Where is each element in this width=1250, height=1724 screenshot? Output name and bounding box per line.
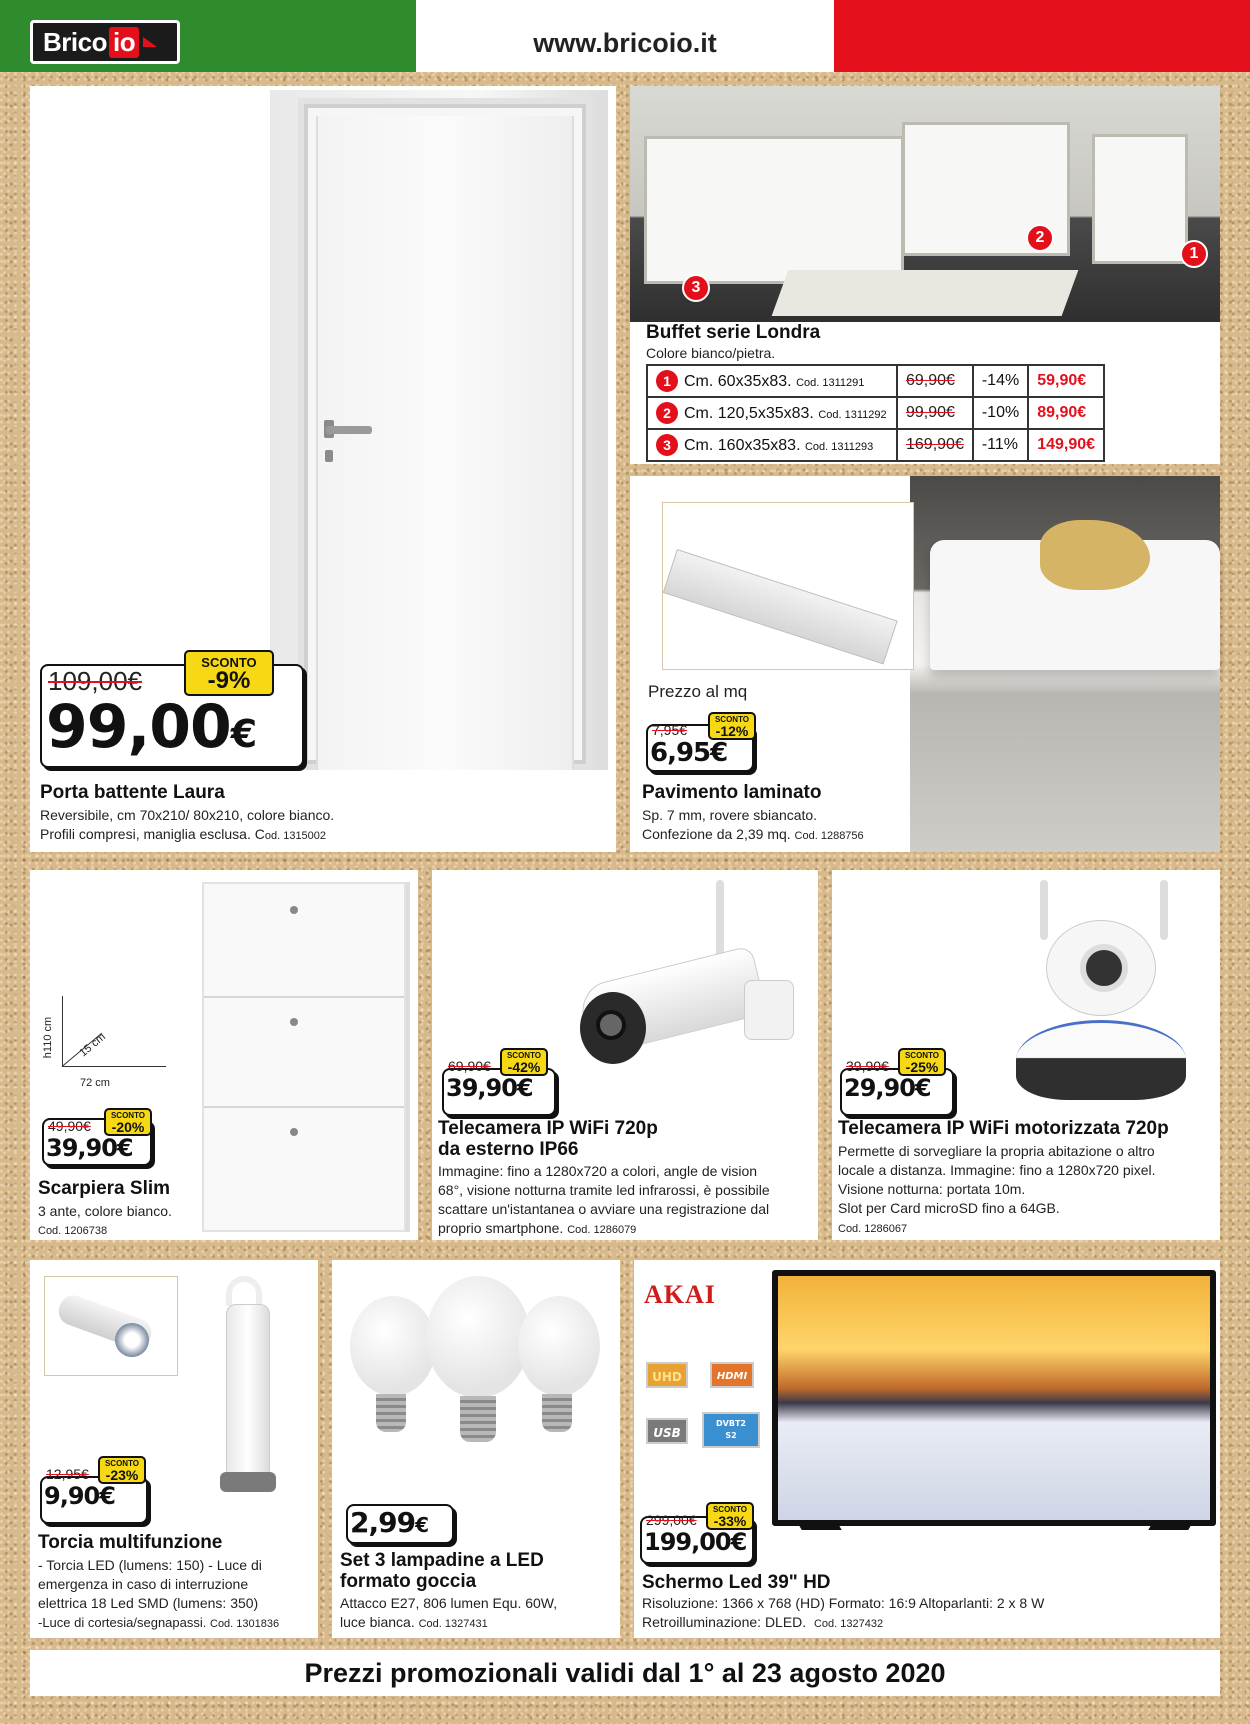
buffet-tag-3: 3	[682, 274, 710, 302]
feature-hdmi-badge: HDMI	[710, 1362, 754, 1388]
cam1-desc-2: 68°, visione notturna tramite led infrarossi, è possibile	[438, 1182, 770, 1198]
shoe-product-name: Scarpiera Slim	[38, 1178, 171, 1199]
torch-new-price: 9,90€	[44, 1482, 115, 1510]
row-size: Cm. 160x35x83.	[684, 437, 801, 454]
buffet-tag-1: 1	[1180, 240, 1208, 268]
cam2-desc-4: Slot per Card microSD fino a 64GB.	[838, 1200, 1060, 1216]
row-size: Cm. 120,5x35x83.	[684, 405, 814, 422]
torch-desc-1: - Torcia LED (lumens: 150) - Luce di	[38, 1557, 262, 1573]
shoe-desc-1: 3 ante, colore bianco.	[38, 1203, 172, 1219]
bricoio-logo[interactable]	[30, 20, 180, 64]
floor-badge-label: SCONTO	[714, 715, 750, 724]
row-price: 89,90€	[1028, 397, 1104, 429]
shoe-discount-badge	[104, 1108, 152, 1136]
cam2-badge-label: SCONTO	[904, 1051, 940, 1060]
bulbs-price-currency: €	[415, 1513, 429, 1537]
door-lock	[325, 450, 333, 462]
torch-small-image	[44, 1276, 178, 1376]
feature-uhd-badge: UHD	[646, 1362, 688, 1388]
table-row	[647, 397, 1104, 429]
bulbs-new-price	[350, 1506, 428, 1542]
floor-new-price: 6,95€	[650, 738, 728, 768]
door-desc-2: Profili compresi, maniglia esclusa. Cod. 1315002	[40, 826, 327, 842]
tv-desc-2: Retroilluminazione: DLED. Cod. 1327432	[642, 1614, 884, 1630]
door-handle	[326, 426, 372, 434]
tv-image	[772, 1270, 1216, 1526]
cam1-name-1: Telecamera IP WiFi 720p	[438, 1118, 658, 1139]
door-price-value: 99,00	[46, 692, 231, 762]
s2-label: S2	[725, 1431, 737, 1440]
akai-logo: AKAI	[644, 1280, 716, 1309]
feature-usb-badge: USB	[646, 1418, 688, 1444]
cam2-code: Cod. 1286067	[838, 1223, 908, 1235]
floor-old-price: 7,95€	[652, 722, 688, 738]
shoe-code: Cod. 1206738	[38, 1225, 108, 1237]
tv-old-price: 299,00€	[646, 1512, 697, 1528]
cam1-badge-percent: -42%	[507, 1059, 541, 1075]
tv-new-price: 199,00€	[644, 1528, 747, 1556]
shoe-dim-depth: 15 cm	[77, 1030, 108, 1060]
row-size: Cm. 60x35x83.	[684, 373, 792, 390]
row-old-price: 99,90€	[897, 397, 973, 429]
shoe-new-price: 39,90€	[46, 1134, 133, 1162]
feature-dvbt2-badge	[702, 1412, 760, 1448]
bulbs-code: Cod. 1327431	[418, 1618, 488, 1630]
row-code: Cod. 1311293	[804, 441, 874, 453]
led-bulbs-image	[350, 1276, 600, 1456]
row-number: 3	[656, 434, 678, 456]
door-badge-label: SCONTO	[201, 655, 257, 670]
torch-lantern-image	[206, 1276, 286, 1498]
tv-desc-1: Risoluzione: 1366 x 768 (HD) Formato: 16:9 Altoparlanti: 2 x 8 W	[642, 1595, 1045, 1611]
door-new-price	[46, 692, 256, 769]
row-code: Cod. 1311291	[796, 377, 865, 389]
tv-stand-left	[798, 1524, 841, 1530]
row-price: 149,90€	[1028, 429, 1104, 461]
bulbs-name-1: Set 3 lampadine a LED	[340, 1550, 544, 1571]
torch-code: Cod. 1301836	[210, 1618, 280, 1630]
torch-desc-4: -Luce di cortesia/segnapassi. Cod. 1301836	[38, 1615, 280, 1630]
cam2-discount-badge	[898, 1048, 946, 1076]
cam1-code: Cod. 1286079	[567, 1224, 637, 1236]
shoe-dimension-diagram	[48, 996, 172, 1080]
torch-product-name: Torcia multifunzione	[38, 1532, 223, 1553]
logo-io-text: io	[109, 27, 139, 58]
buffet-subtitle: Colore bianco/pietra.	[646, 345, 776, 361]
door-badge-percent: -9%	[207, 667, 251, 694]
cam2-new-price: 29,90€	[844, 1074, 931, 1102]
indoor-camera-image	[1010, 880, 1190, 1106]
buffet-large-unit	[644, 136, 904, 284]
tv-product-name: Schermo Led 39" HD	[642, 1572, 831, 1593]
cam1-discount-badge	[500, 1048, 548, 1076]
cam1-name-2: da esterno IP66	[438, 1139, 579, 1160]
cam2-desc-2: locale a distanza. Immagine: fino a 1280x720 pixel.	[838, 1162, 1156, 1178]
floor-code: Cod. 1288756	[794, 830, 864, 842]
floor-discount-badge	[708, 712, 756, 740]
row-discount: -11%	[973, 429, 1028, 461]
door-old-price: 109,00€	[48, 666, 142, 696]
torch-desc-2: emergenza in caso di interruzione	[38, 1576, 249, 1592]
shoe-old-price: 49,90€	[48, 1118, 91, 1134]
tv-code: Cod. 1327432	[813, 1618, 884, 1630]
buffet-price-table	[646, 364, 1105, 462]
promo-validity-footer: Prezzi promozionali validi dal 1° al 23 agosto 2020	[30, 1650, 1220, 1696]
tv-stand-right	[1148, 1524, 1191, 1530]
shoe-cabinet-image	[202, 882, 406, 1232]
row-code: Cod. 1311292	[818, 409, 887, 421]
website-url[interactable]: www.bricoio.it	[533, 28, 717, 58]
floor-unit-label: Prezzo al mq	[648, 682, 748, 701]
logo-brico-text: Brico	[43, 26, 107, 57]
door-product-name: Porta battente Laura	[40, 782, 225, 803]
laminate-pack-image	[662, 502, 914, 670]
cam2-product-name: Telecamera IP WiFi motorizzata 720p	[838, 1118, 1169, 1139]
door-discount-badge	[184, 650, 274, 696]
dvbt2-label: DVBT2	[716, 1419, 746, 1428]
cam2-badge-percent: -25%	[905, 1059, 939, 1075]
shoe-badge-label: SCONTO	[110, 1111, 146, 1120]
cam2-desc-3: Visione notturna: portata 10m.	[838, 1181, 1026, 1197]
buffet-tag-2: 2	[1026, 224, 1054, 252]
torch-desc-3: elettrica 18 Led SMD (lumens: 350)	[38, 1595, 259, 1611]
tv-discount-badge	[706, 1502, 754, 1530]
cam1-badge-label: SCONTO	[506, 1051, 542, 1060]
row-discount: -14%	[973, 365, 1028, 397]
buffet-product-name: Buffet serie Londra	[646, 322, 821, 343]
torch-discount-badge	[98, 1456, 146, 1484]
floor-badge-percent: -12%	[715, 723, 749, 739]
bulbs-name-2: formato goccia	[340, 1571, 477, 1592]
cam1-desc-3: scattare un'istantanea o avviare una registrazione dal	[438, 1201, 770, 1217]
bulbs-desc-2: luce bianca. Cod. 1327431	[340, 1614, 488, 1630]
torch-badge-percent: -23%	[105, 1467, 139, 1483]
outdoor-camera-image	[570, 880, 810, 1090]
door-price-currency: €	[230, 712, 257, 756]
cam1-old-price: 69,90€	[448, 1058, 491, 1074]
table-row	[647, 429, 1104, 461]
cam1-new-price: 39,90€	[446, 1074, 533, 1102]
cam1-desc-1: Immagine: fino a 1280x720 a colori, angle de vision	[438, 1163, 758, 1179]
torch-badge-label: SCONTO	[104, 1459, 140, 1468]
row-old-price: 69,90€	[897, 365, 973, 397]
door-code: od. 1315002	[264, 830, 327, 842]
floor-desc-2: Confezione da 2,39 mq. Cod. 1288756	[642, 826, 864, 842]
bulbs-desc-1: Attacco E27, 806 lumen Equ. 60W,	[340, 1595, 558, 1611]
cam2-desc-1: Permette di sorvegliare la propria abitazione o altro	[838, 1143, 1155, 1159]
row-price: 59,90€	[1028, 365, 1104, 397]
tv-badge-label: SCONTO	[712, 1505, 748, 1514]
shoe-dim-height: h110 cm	[42, 1016, 55, 1059]
shoe-badge-percent: -20%	[111, 1119, 145, 1135]
logo-arrow-icon	[143, 37, 157, 47]
door-image	[316, 116, 574, 770]
bulbs-price-value: 2,99	[350, 1506, 416, 1539]
tv-badge-percent: -33%	[713, 1513, 747, 1529]
row-number: 1	[656, 370, 678, 392]
floor-desc-1: Sp. 7 mm, rovere sbiancato.	[642, 807, 818, 823]
header-red-band	[834, 0, 1250, 72]
buffet-rug	[772, 270, 1079, 316]
row-old-price: 169,90€	[897, 429, 973, 461]
row-number: 2	[656, 402, 678, 424]
torch-old-price: 12,95€	[46, 1466, 89, 1482]
door-desc-1: Reversibile, cm 70x210/ 80x210, colore bianco.	[40, 807, 335, 823]
row-discount: -10%	[973, 397, 1028, 429]
buffet-small-unit	[1092, 134, 1188, 264]
table-row	[647, 365, 1104, 397]
cam1-desc-4: proprio smartphone. Cod. 1286079	[438, 1220, 637, 1236]
floor-product-name: Pavimento laminato	[642, 782, 822, 803]
shoe-dim-width: 72 cm	[80, 1077, 110, 1089]
cam2-old-price: 39,90€	[846, 1058, 889, 1074]
